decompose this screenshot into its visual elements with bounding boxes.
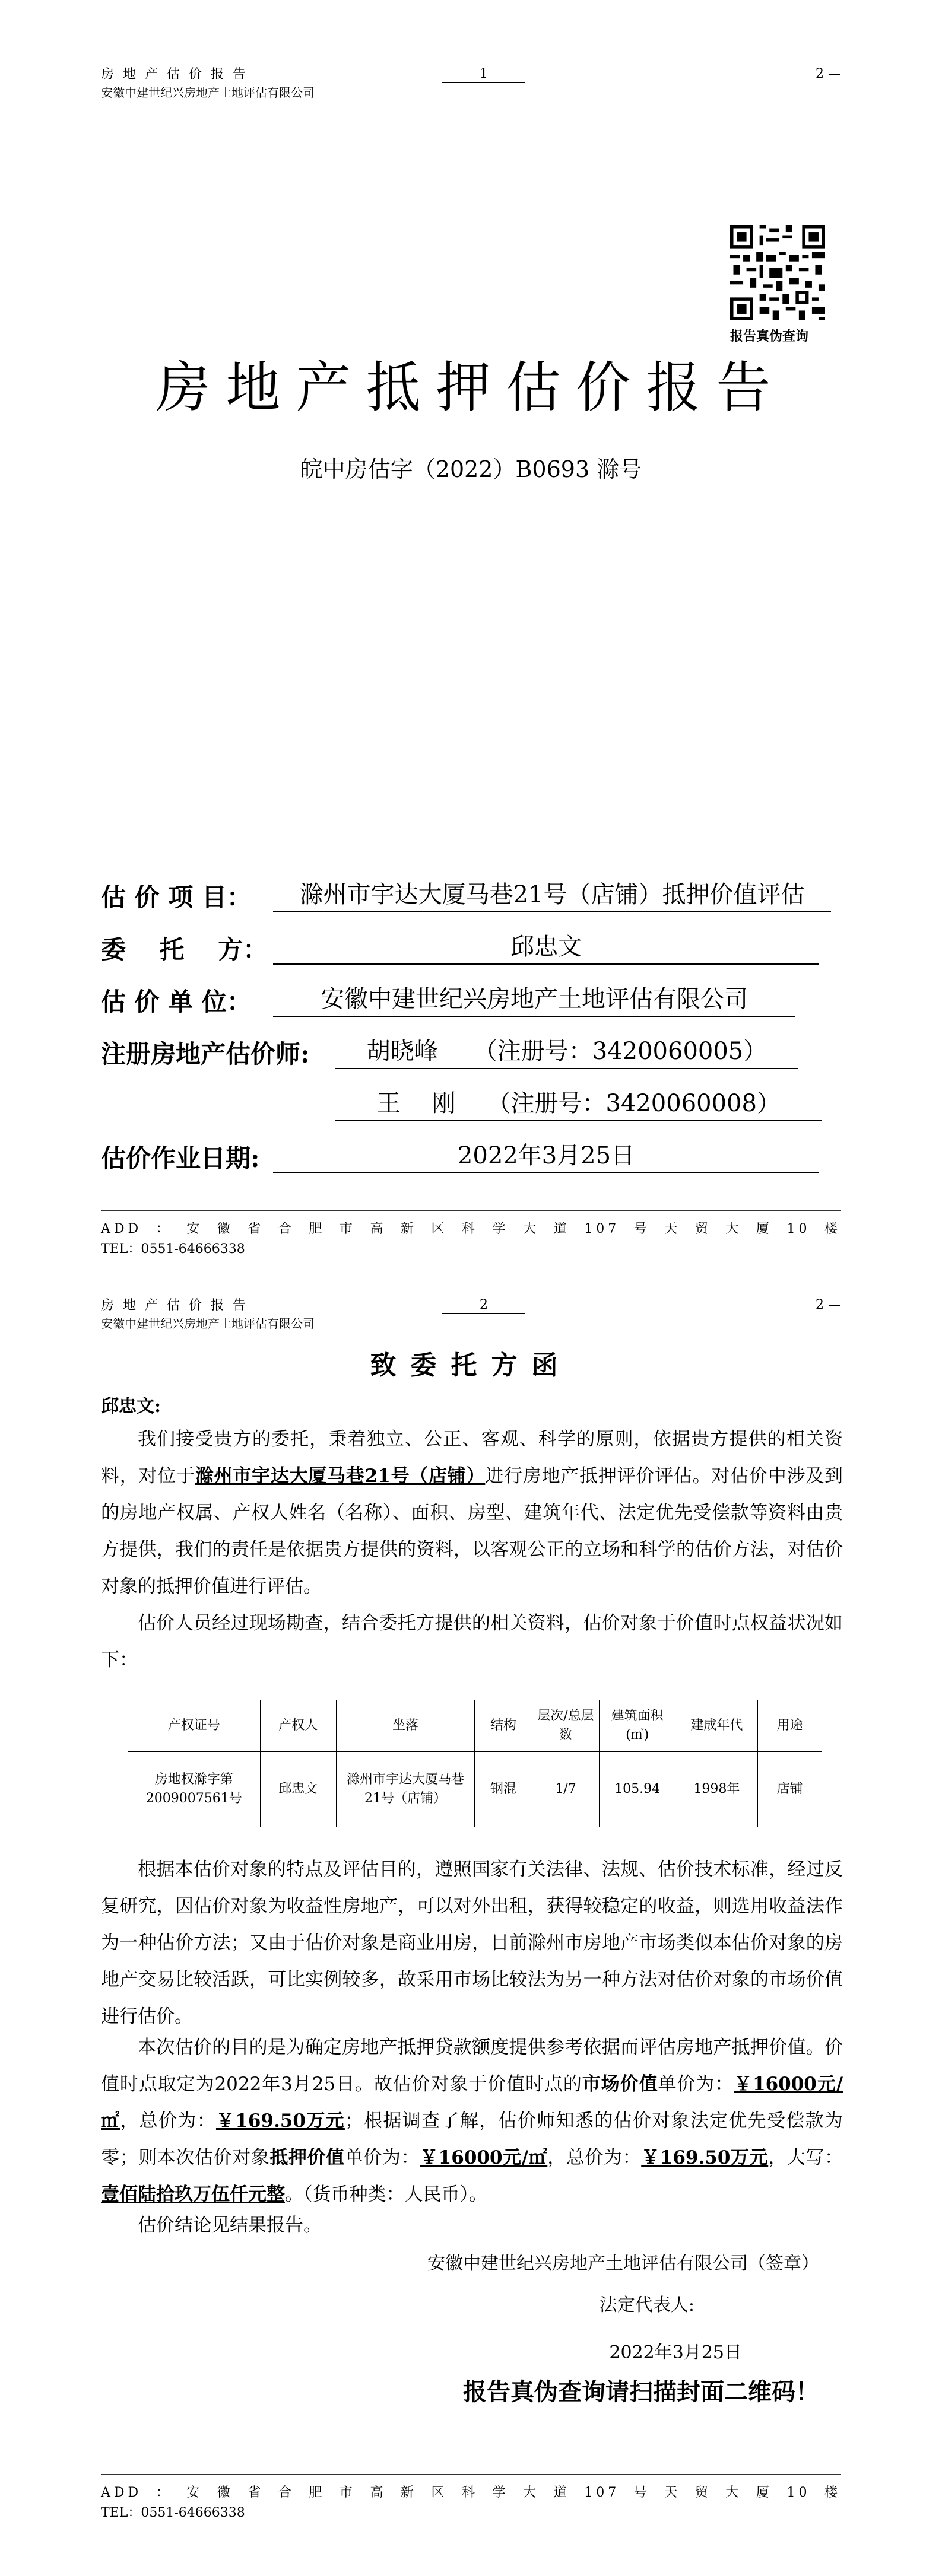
amount-in-words: 壹佰陆拾玖万伍仟元整 <box>101 2184 285 2205</box>
footer-address: ADD：安徽省合肥市高新区科学大道107号天贸大厦10楼 <box>101 2485 841 2500</box>
mortgage-total-price: ￥169.50万元 <box>641 2147 769 2168</box>
page-number: 2 <box>442 1297 525 1314</box>
signature-representative: 法定代表人: <box>599 2295 694 2316</box>
info-row-project <box>101 872 843 924</box>
text: ，总价为： <box>547 2147 642 2168</box>
market-total-price: ￥169.50万元 <box>215 2110 345 2132</box>
page-footer <box>101 1210 841 1260</box>
page-header <box>101 65 841 107</box>
text: ；根据调查了解，估价师知悉的估价对象法定优先受偿款为零；则本次估价对象 <box>101 2110 843 2168</box>
market-value-label: 市场价值 <box>582 2073 658 2095</box>
text: 进行房地产抵押评价评估。对估价中涉及到的房地产权属、产权人姓名（名称）、面积、房型、建筑年代、法定优先受偿款等资料由贵方提供，我们的责任是依据贵方提供的资料，以客观公正的立场和科学的估价方法，对估价对象的抵押价值进行评估。 <box>101 1465 843 1597</box>
verification-note: 报告真伪查询请扫描封面二维码！ <box>463 2378 819 2406</box>
column-header: 建筑面积(㎡) <box>599 1700 675 1752</box>
info-label: 估 价 单 位： <box>101 987 252 1016</box>
paragraph-2: 估价人员经过现场勘查，结合委托方提供的相关资料，估价对象于价值时点权益状况如下： <box>101 1613 843 1671</box>
header-title: 房地产估价报告 <box>101 67 255 82</box>
cell-owner: 邱忠文 <box>260 1752 336 1827</box>
page-number: 1 <box>442 66 525 83</box>
header-title: 房地产估价报告 <box>101 1298 255 1313</box>
footer-address: ADD：安徽省合肥市高新区科学大道107号天贸大厦10楼 <box>101 1222 841 1236</box>
cell-floor: 1/7 <box>532 1752 600 1827</box>
header-company: 安徽中建世纪兴房地产土地评估有限公司 <box>101 85 315 100</box>
cell-usage: 店铺 <box>758 1752 822 1827</box>
header-company: 安徽中建世纪兴房地产土地评估有限公司 <box>101 1316 315 1331</box>
total-pages: 2 — <box>816 1297 841 1312</box>
info-label: 委 托 方： <box>101 935 268 964</box>
cell-location: 滁州市宇达大厦马巷21号（店铺） <box>337 1752 475 1827</box>
column-header: 产权证号 <box>128 1700 261 1752</box>
column-header: 产权人 <box>260 1700 336 1752</box>
cell-year: 1998年 <box>675 1752 758 1827</box>
property-table <box>128 1700 822 1827</box>
letter-page <box>0 1281 942 2576</box>
column-header: 结构 <box>474 1700 532 1752</box>
qr-caption: 报告真伪查询 <box>730 329 809 344</box>
info-value: 2022年3月25日 <box>273 1139 819 1173</box>
paragraph-5: 估价结论见结果报告。 <box>138 2215 322 2236</box>
text: 单价为： <box>658 2073 734 2095</box>
market-unit-price: ￥16000元/㎡ <box>101 2073 843 2132</box>
info-label: 注册房地产估价师: <box>101 1039 310 1068</box>
info-row-client <box>101 924 843 977</box>
report-number: 皖中房估字（2022）B0693 滁号 <box>300 456 642 482</box>
text: ，大写： <box>768 2147 843 2168</box>
qr-code-icon[interactable] <box>730 225 825 320</box>
mortgage-unit-price: ￥16000元/㎡ <box>420 2147 548 2168</box>
info-label: 估价作业日期: <box>101 1144 260 1173</box>
table-row <box>128 1752 822 1827</box>
mortgage-value-label: 抵押价值 <box>269 2147 345 2168</box>
text: 单价为： <box>344 2147 420 2168</box>
cell-cert-no: 房地权滁字第2009007561号 <box>128 1752 261 1827</box>
paragraph-4 <box>101 2029 843 2213</box>
text: 。（货币种类：人民币）。 <box>285 2184 487 2205</box>
cell-area: 105.94 <box>599 1752 675 1827</box>
footer-tel: TEL：0551-64666338 <box>101 2505 245 2520</box>
text: 我们接受贵方的委托，秉着独立、公正、客观、科学的原则，依据贵方提供的相关资料，对位于 <box>101 1429 843 1487</box>
info-value: 安徽中建世纪兴房地产土地评估有限公司 <box>273 982 795 1017</box>
signature-date: 2022年3月25日 <box>609 2342 742 2363</box>
table-header-row <box>128 1700 822 1752</box>
column-header: 坐落 <box>337 1700 475 1752</box>
info-row-appraiser-unit <box>101 977 843 1029</box>
page-footer <box>101 2474 841 2523</box>
column-header: 建成年代 <box>675 1700 758 1752</box>
text: ，总价为： <box>120 2110 216 2132</box>
signature-company: 安徽中建世纪兴房地产土地评估有限公司（签章） <box>427 2253 819 2274</box>
salutation: 邱忠文: <box>101 1396 161 1417</box>
report-info <box>101 872 843 1185</box>
report-title: 房地产抵押估价报告 <box>156 356 786 419</box>
cover-page <box>0 0 942 1258</box>
info-row-appraiser-1 <box>101 1029 843 1081</box>
header-left <box>101 65 315 102</box>
column-header: 层次/总层数 <box>532 1700 600 1752</box>
info-value: 王 刚 （注册号：3420060008） <box>335 1087 822 1121</box>
info-row-date <box>101 1133 843 1185</box>
property-address: 滁州市宇达大厦马巷21号（店铺） <box>195 1465 486 1487</box>
info-value: 胡晓峰 （注册号：3420060005） <box>335 1035 798 1069</box>
paragraph-1 <box>101 1421 843 1605</box>
info-value: 滁州市宇达大厦马巷21号（店铺）抵押价值评估 <box>273 878 831 912</box>
cell-structure: 钢混 <box>474 1752 532 1827</box>
total-pages: 2 — <box>816 66 841 81</box>
info-value: 邱忠文 <box>273 930 819 965</box>
info-row-appraiser-2 <box>101 1081 843 1133</box>
page-header <box>101 1296 841 1338</box>
header-left <box>101 1296 315 1333</box>
footer-tel: TEL：0551-64666338 <box>101 1242 245 1257</box>
text: 本次估价的目的是为确定房地产抵押贷款额度提供参考依据而评估房地产抵押价值。价值时点取定为2022年3月25日。故估价对象于价值时点的 <box>101 2037 843 2095</box>
column-header: 用途 <box>758 1700 822 1752</box>
paragraph-3: 根据本估价对象的特点及评估目的，遵照国家有关法律、法规、估价技术标准，经过反复研究，因估价对象为收益性房地产，可以对外出租，获得较稳定的收益，则选用收益法作为一种估价方法；又由于估价对象是商业用房，目前滁州市房地产市场类似本估价对象的房地产交易比较活跃，可比实例较多，故采用市场比较法为另一种方法对估价对象的市场价值进行估价。 <box>101 1859 843 2027</box>
info-label: 估 价 项 目： <box>101 883 252 912</box>
letter-title: 致委托方函 <box>370 1350 572 1381</box>
